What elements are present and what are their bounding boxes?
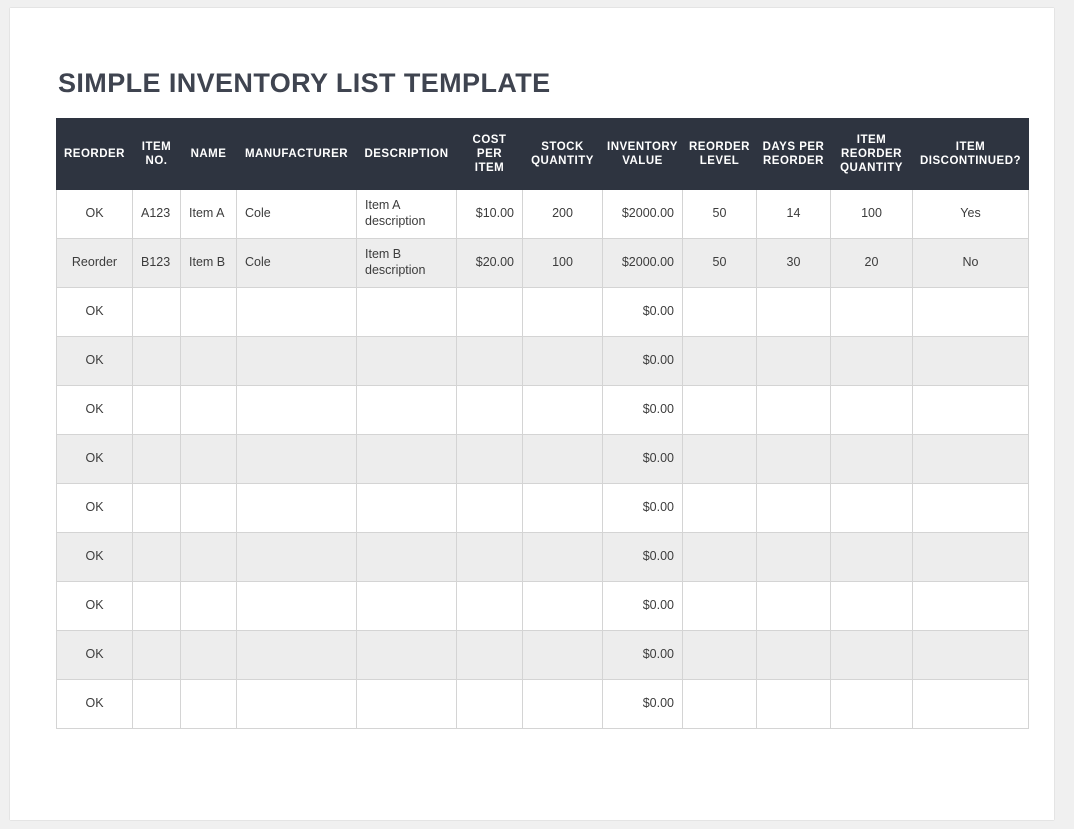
cell-cost-per-item[interactable] bbox=[457, 680, 523, 729]
cell-item-no[interactable] bbox=[133, 288, 181, 337]
cell-days-per-reorder[interactable]: 14 bbox=[757, 190, 831, 239]
cell-days-per-reorder[interactable] bbox=[757, 484, 831, 533]
cell-description[interactable] bbox=[357, 680, 457, 729]
cell-cost-per-item[interactable]: $20.00 bbox=[457, 239, 523, 288]
cell-item-reorder-quantity[interactable] bbox=[831, 337, 913, 386]
cell-item-no[interactable] bbox=[133, 337, 181, 386]
column-header-item-discontinued[interactable]: ITEM DISCONTINUED? bbox=[913, 119, 1029, 190]
cell-item-discontinued[interactable] bbox=[913, 337, 1029, 386]
cell-name[interactable] bbox=[181, 288, 237, 337]
column-header-stock-quantity[interactable]: STOCK QUANTITY bbox=[523, 119, 603, 190]
cell-days-per-reorder[interactable] bbox=[757, 386, 831, 435]
cell-cost-per-item[interactable] bbox=[457, 484, 523, 533]
cell-inventory-value[interactable]: $2000.00 bbox=[603, 190, 683, 239]
cell-item-discontinued[interactable]: No bbox=[913, 239, 1029, 288]
cell-inventory-value[interactable]: $0.00 bbox=[603, 288, 683, 337]
cell-cost-per-item[interactable] bbox=[457, 337, 523, 386]
cell-item-discontinued[interactable] bbox=[913, 435, 1029, 484]
cell-item-reorder-quantity[interactable]: 20 bbox=[831, 239, 913, 288]
cell-item-no[interactable]: B123 bbox=[133, 239, 181, 288]
cell-reorder[interactable]: OK bbox=[57, 582, 133, 631]
cell-description[interactable]: Item A description bbox=[357, 190, 457, 239]
cell-reorder-level[interactable] bbox=[683, 680, 757, 729]
cell-days-per-reorder[interactable]: 30 bbox=[757, 239, 831, 288]
cell-item-reorder-quantity[interactable] bbox=[831, 533, 913, 582]
cell-name[interactable] bbox=[181, 484, 237, 533]
cell-reorder[interactable]: OK bbox=[57, 631, 133, 680]
cell-days-per-reorder[interactable] bbox=[757, 582, 831, 631]
cell-name[interactable]: Item B bbox=[181, 239, 237, 288]
cell-inventory-value[interactable]: $0.00 bbox=[603, 337, 683, 386]
table-header-row bbox=[57, 119, 1029, 190]
cell-days-per-reorder[interactable] bbox=[757, 288, 831, 337]
cell-inventory-value[interactable]: $0.00 bbox=[603, 533, 683, 582]
cell-inventory-value[interactable]: $0.00 bbox=[603, 435, 683, 484]
cell-item-discontinued[interactable] bbox=[913, 288, 1029, 337]
cell-item-discontinued[interactable] bbox=[913, 631, 1029, 680]
table-row[interactable] bbox=[57, 631, 1029, 680]
cell-stock-quantity[interactable]: 100 bbox=[523, 239, 603, 288]
cell-item-discontinued[interactable] bbox=[913, 533, 1029, 582]
cell-reorder[interactable]: OK bbox=[57, 484, 133, 533]
cell-reorder-level[interactable] bbox=[683, 435, 757, 484]
cell-name[interactable] bbox=[181, 386, 237, 435]
cell-item-reorder-quantity[interactable]: 100 bbox=[831, 190, 913, 239]
cell-reorder[interactable]: OK bbox=[57, 190, 133, 239]
cell-item-no[interactable] bbox=[133, 680, 181, 729]
cell-item-no[interactable] bbox=[133, 435, 181, 484]
cell-item-reorder-quantity[interactable] bbox=[831, 680, 913, 729]
column-header-reorder-level[interactable]: REORDER LEVEL bbox=[683, 119, 757, 190]
cell-stock-quantity[interactable] bbox=[523, 533, 603, 582]
cell-inventory-value[interactable]: $0.00 bbox=[603, 386, 683, 435]
column-header-item-no[interactable]: ITEM NO. bbox=[133, 119, 181, 190]
cell-cost-per-item[interactable] bbox=[457, 288, 523, 337]
cell-cost-per-item[interactable] bbox=[457, 386, 523, 435]
cell-reorder[interactable]: OK bbox=[57, 337, 133, 386]
cell-cost-per-item[interactable] bbox=[457, 631, 523, 680]
cell-reorder-level[interactable] bbox=[683, 337, 757, 386]
cell-stock-quantity[interactable] bbox=[523, 582, 603, 631]
column-header-days-per-reorder[interactable]: DAYS PER REORDER bbox=[757, 119, 831, 190]
column-header-reorder[interactable]: REORDER bbox=[57, 119, 133, 190]
cell-item-discontinued[interactable] bbox=[913, 680, 1029, 729]
cell-reorder[interactable]: OK bbox=[57, 680, 133, 729]
cell-manufacturer[interactable] bbox=[237, 435, 357, 484]
cell-manufacturer[interactable] bbox=[237, 582, 357, 631]
cell-item-no[interactable] bbox=[133, 386, 181, 435]
cell-manufacturer[interactable] bbox=[237, 533, 357, 582]
column-header-description[interactable]: DESCRIPTION bbox=[357, 119, 457, 190]
cell-manufacturer[interactable] bbox=[237, 386, 357, 435]
table-row[interactable] bbox=[57, 190, 1029, 239]
table-row[interactable] bbox=[57, 288, 1029, 337]
cell-name[interactable] bbox=[181, 582, 237, 631]
cell-manufacturer[interactable] bbox=[237, 631, 357, 680]
cell-reorder[interactable]: OK bbox=[57, 386, 133, 435]
cell-reorder-level[interactable]: 50 bbox=[683, 190, 757, 239]
cell-reorder[interactable]: OK bbox=[57, 288, 133, 337]
cell-inventory-value[interactable]: $0.00 bbox=[603, 484, 683, 533]
column-header-name[interactable]: NAME bbox=[181, 119, 237, 190]
cell-description[interactable] bbox=[357, 533, 457, 582]
cell-manufacturer[interactable] bbox=[237, 337, 357, 386]
cell-item-reorder-quantity[interactable] bbox=[831, 582, 913, 631]
cell-manufacturer[interactable] bbox=[237, 484, 357, 533]
cell-item-discontinued[interactable] bbox=[913, 484, 1029, 533]
cell-item-no[interactable] bbox=[133, 631, 181, 680]
cell-days-per-reorder[interactable] bbox=[757, 631, 831, 680]
cell-stock-quantity[interactable] bbox=[523, 386, 603, 435]
column-header-manufacturer[interactable]: MANUFACTURER bbox=[237, 119, 357, 190]
table-row[interactable] bbox=[57, 337, 1029, 386]
cell-days-per-reorder[interactable] bbox=[757, 435, 831, 484]
cell-item-reorder-quantity[interactable] bbox=[831, 288, 913, 337]
table-row[interactable] bbox=[57, 582, 1029, 631]
cell-reorder-level[interactable] bbox=[683, 533, 757, 582]
cell-manufacturer[interactable]: Cole bbox=[237, 190, 357, 239]
cell-stock-quantity[interactable] bbox=[523, 337, 603, 386]
cell-reorder-level[interactable] bbox=[683, 288, 757, 337]
document-sheet bbox=[10, 8, 1054, 820]
page-title: SIMPLE INVENTORY LIST TEMPLATE bbox=[58, 68, 551, 98]
cell-reorder-level[interactable] bbox=[683, 582, 757, 631]
cell-stock-quantity[interactable]: 200 bbox=[523, 190, 603, 239]
cell-description[interactable] bbox=[357, 386, 457, 435]
cell-inventory-value[interactable]: $0.00 bbox=[603, 680, 683, 729]
cell-cost-per-item[interactable] bbox=[457, 533, 523, 582]
cell-name[interactable]: Item A bbox=[181, 190, 237, 239]
cell-stock-quantity[interactable] bbox=[523, 435, 603, 484]
cell-item-no[interactable] bbox=[133, 533, 181, 582]
table-body bbox=[57, 190, 1029, 729]
cell-reorder-level[interactable] bbox=[683, 631, 757, 680]
cell-days-per-reorder[interactable] bbox=[757, 533, 831, 582]
cell-cost-per-item[interactable] bbox=[457, 435, 523, 484]
cell-stock-quantity[interactable] bbox=[523, 631, 603, 680]
cell-item-no[interactable] bbox=[133, 484, 181, 533]
cell-description[interactable] bbox=[357, 288, 457, 337]
column-header-item-reorder-quantity[interactable]: ITEM REORDER QUANTITY bbox=[831, 119, 913, 190]
cell-item-discontinued[interactable] bbox=[913, 582, 1029, 631]
cell-stock-quantity[interactable] bbox=[523, 484, 603, 533]
cell-item-reorder-quantity[interactable] bbox=[831, 631, 913, 680]
table-row[interactable] bbox=[57, 435, 1029, 484]
cell-manufacturer[interactable]: Cole bbox=[237, 239, 357, 288]
cell-description[interactable] bbox=[357, 337, 457, 386]
cell-manufacturer[interactable] bbox=[237, 680, 357, 729]
cell-name[interactable] bbox=[181, 680, 237, 729]
cell-reorder-level[interactable] bbox=[683, 484, 757, 533]
cell-manufacturer[interactable] bbox=[237, 288, 357, 337]
cell-inventory-value[interactable]: $0.00 bbox=[603, 582, 683, 631]
cell-reorder-level[interactable] bbox=[683, 386, 757, 435]
cell-reorder-level[interactable]: 50 bbox=[683, 239, 757, 288]
cell-description[interactable] bbox=[357, 582, 457, 631]
cell-inventory-value[interactable]: $0.00 bbox=[603, 631, 683, 680]
cell-item-reorder-quantity[interactable] bbox=[831, 435, 913, 484]
column-header-cost-per-item[interactable]: COST PER ITEM bbox=[457, 119, 523, 190]
column-header-inventory-value[interactable]: INVENTORY VALUE bbox=[603, 119, 683, 190]
cell-description[interactable] bbox=[357, 631, 457, 680]
cell-reorder[interactable]: OK bbox=[57, 533, 133, 582]
table-row[interactable] bbox=[57, 386, 1029, 435]
cell-days-per-reorder[interactable] bbox=[757, 680, 831, 729]
cell-reorder[interactable]: OK bbox=[57, 435, 133, 484]
cell-description[interactable] bbox=[357, 484, 457, 533]
cell-inventory-value[interactable]: $2000.00 bbox=[603, 239, 683, 288]
cell-item-discontinued[interactable]: Yes bbox=[913, 190, 1029, 239]
cell-item-reorder-quantity[interactable] bbox=[831, 484, 913, 533]
cell-name[interactable] bbox=[181, 533, 237, 582]
cell-item-no[interactable] bbox=[133, 582, 181, 631]
cell-item-reorder-quantity[interactable] bbox=[831, 386, 913, 435]
cell-name[interactable] bbox=[181, 631, 237, 680]
table-row[interactable] bbox=[57, 239, 1029, 288]
cell-cost-per-item[interactable] bbox=[457, 582, 523, 631]
table-header bbox=[57, 119, 1029, 190]
cell-name[interactable] bbox=[181, 435, 237, 484]
cell-stock-quantity[interactable] bbox=[523, 288, 603, 337]
table-row[interactable] bbox=[57, 680, 1029, 729]
cell-cost-per-item[interactable]: $10.00 bbox=[457, 190, 523, 239]
cell-item-no[interactable]: A123 bbox=[133, 190, 181, 239]
cell-description[interactable] bbox=[357, 435, 457, 484]
cell-days-per-reorder[interactable] bbox=[757, 337, 831, 386]
cell-reorder[interactable]: Reorder bbox=[57, 239, 133, 288]
cell-description[interactable]: Item B description bbox=[357, 239, 457, 288]
cell-stock-quantity[interactable] bbox=[523, 680, 603, 729]
table-row[interactable] bbox=[57, 533, 1029, 582]
cell-name[interactable] bbox=[181, 337, 237, 386]
table-row[interactable] bbox=[57, 484, 1029, 533]
inventory-table bbox=[56, 118, 1029, 729]
cell-item-discontinued[interactable] bbox=[913, 386, 1029, 435]
